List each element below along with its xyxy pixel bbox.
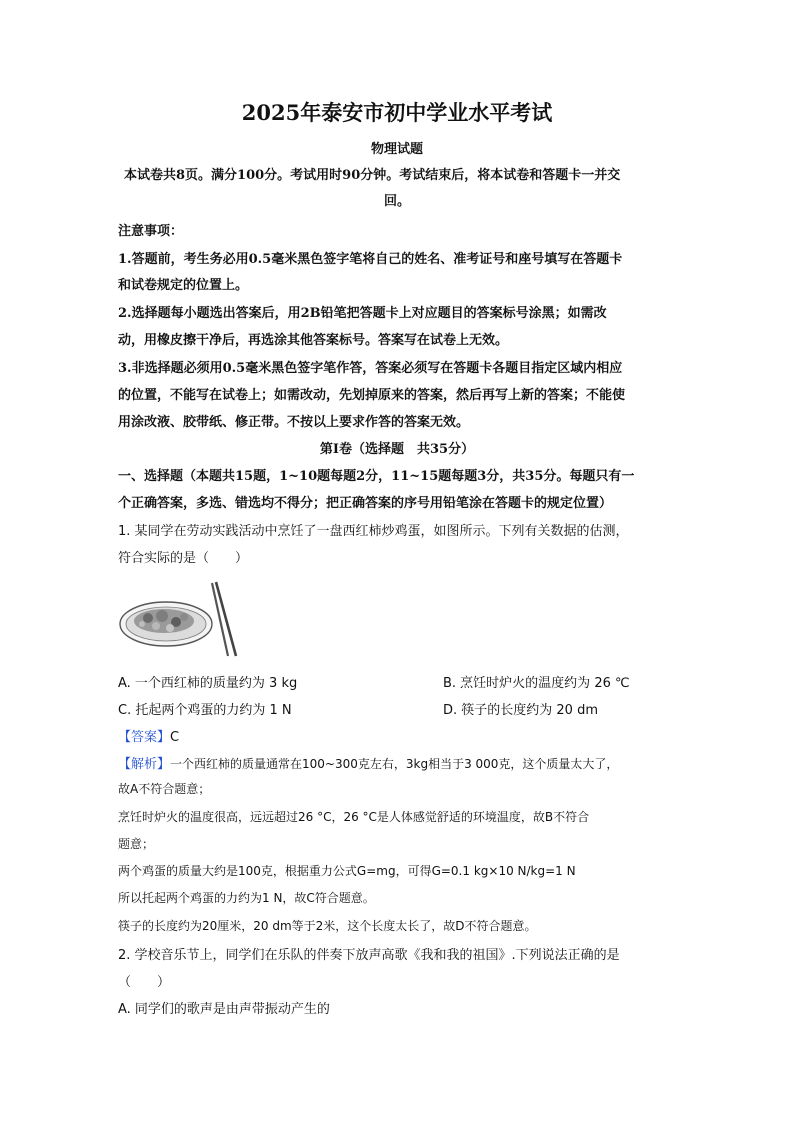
- notes-line: 的位置，不能写在试卷上；如需改动，先划掉原来的答案，然后再写上新的答案；不能使: [118, 388, 626, 403]
- answer-value: C: [170, 730, 180, 745]
- section-instruction: 个正确答案，多选、错选均不得分；把正确答案的序号用铅笔涂在答题卡的规定位置）: [118, 496, 613, 511]
- q1-option-a: A. 一个西红柿的质量约为 3 kg: [118, 676, 298, 691]
- notes-line: 动，用橡皮擦干净后，再选涂其他答案标号。答案写在试卷上无效。: [118, 333, 509, 348]
- q1-answer: [118, 726, 179, 745]
- analysis-line: 所以托起两个鸡蛋的力约为1 N，故C符合题意。: [118, 891, 375, 905]
- exam-subtitle: 物理试题: [370, 142, 423, 157]
- analysis-line: 题意；: [118, 837, 155, 851]
- q1-option-b: B. 烹饪时炉火的温度约为 26 ℃: [443, 676, 630, 691]
- section-instruction: 一、选择题（本题共15题，1~10题每题2分，11~15题每题3分，共35分。每题只有一: [118, 469, 635, 484]
- notes-line: 1.答题前，考生务必用0.5毫米黑色签字笔将自己的姓名、准考证号和座号填写在答题卡: [118, 252, 623, 267]
- intro-line-2: 回。: [383, 194, 410, 209]
- q1-option-d: D. 筷子的长度约为 20 dm: [443, 703, 598, 718]
- notes-line: 3.非选择题必须用0.5毫米黑色签字笔作答，答案必须写在答题卡各题目指定区域内相应: [118, 361, 623, 376]
- analysis-line: 两个鸡蛋的质量大约是100克，根据重力公式G=mg，可得G=0.1 kg×10 N/kg=1 N: [118, 864, 576, 878]
- notes-heading: 注意事项：: [118, 224, 184, 239]
- notes-line: 和试卷规定的位置上。: [118, 278, 249, 293]
- exam-title: 2025年泰安市初中学业水平考试: [241, 100, 553, 125]
- analysis-line: 烹饪时炉火的温度很高，远远超过26 °C，26 °C是人体感觉舒适的环境温度，故B不符合: [118, 810, 590, 824]
- q2-stem: 2. 学校音乐节上，同学们在乐队的伴奏下放声高歌《我和我的祖国》.下列说法正确的是: [118, 948, 620, 963]
- q2-stem: （ ）: [118, 975, 171, 990]
- tomato-egg-plate-image: [118, 580, 238, 658]
- notes-line: 用涂改液、胶带纸、修正带。不按以上要求作答的答案无效。: [118, 415, 470, 430]
- intro-line-1: 本试卷共8页。满分100分。考试用时90分钟。考试结束后，将本试卷和答题卡一并交: [124, 168, 621, 183]
- q1-analysis: [118, 753, 618, 772]
- analysis-line: 筷子的长度约为20厘米，20 dm等于2米，这个长度太长了，故D不符合题意。: [118, 919, 537, 933]
- analysis-line: 一个西红柿的质量通常在100~300克左右，3kg相当于3 000克，这个质量太大了，: [170, 757, 619, 771]
- q1-option-c: C. 托起两个鸡蛋的力约为 1 N: [118, 703, 292, 718]
- analysis-label: 【解析】: [118, 757, 171, 772]
- notes-line: 2.选择题每小题选出答案后，用2B铅笔把答题卡上对应题目的答案标号涂黑；如需改: [118, 306, 607, 321]
- section-title: 第Ⅰ卷（选择题 共35分）: [319, 442, 475, 457]
- q1-stem: 1. 某同学在劳动实践活动中烹饪了一盘西红柿炒鸡蛋，如图所示。下列有关数据的估测，: [118, 524, 629, 539]
- answer-label: 【答案】: [118, 730, 171, 745]
- analysis-line: 故A不符合题意；: [118, 782, 211, 796]
- q1-stem: 符合实际的是（ ）: [118, 551, 249, 566]
- q2-option-a: A. 同学们的歌声是由声带振动产生的: [118, 1002, 330, 1017]
